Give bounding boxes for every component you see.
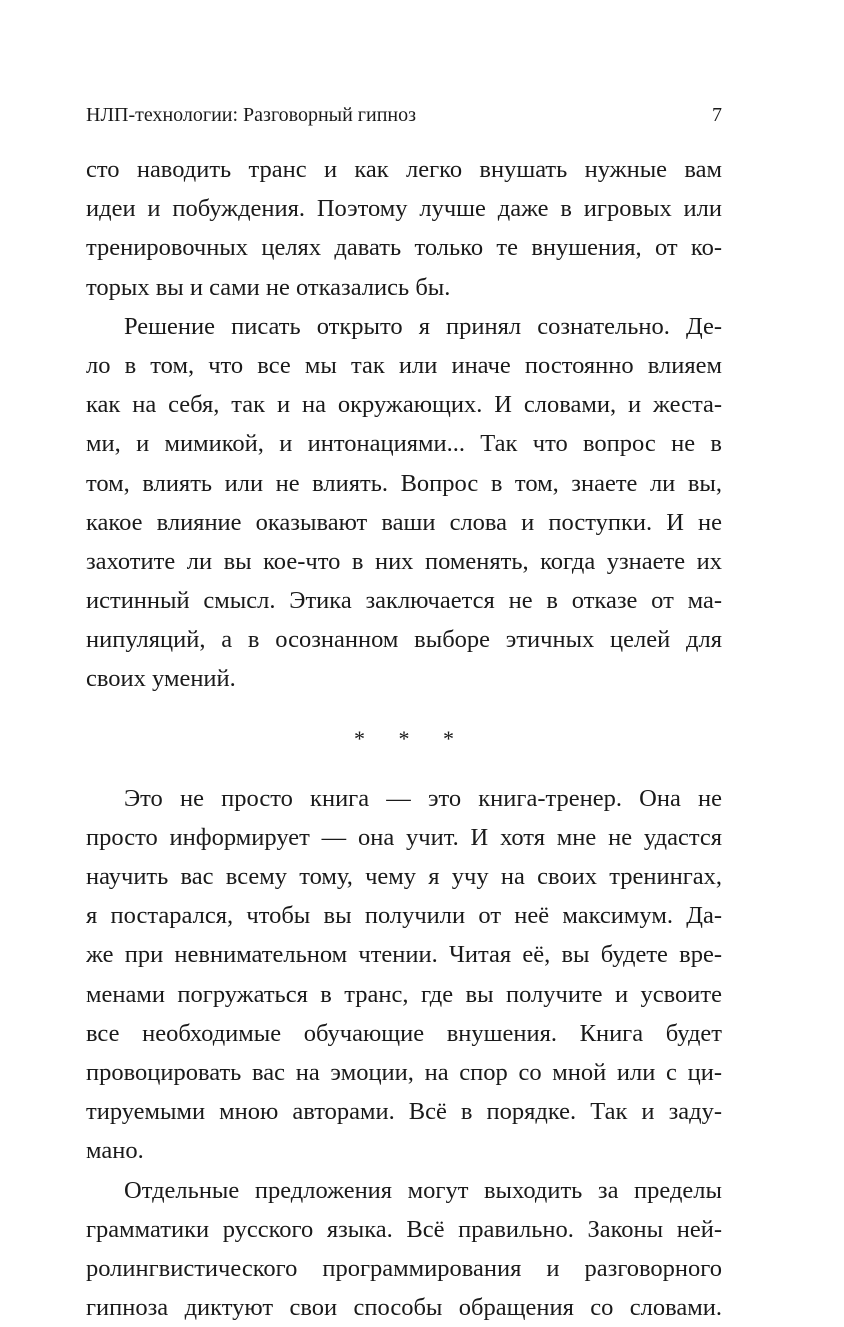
text-line: мано. xyxy=(86,1131,722,1170)
paragraph xyxy=(86,1171,722,1327)
text-line: идеи и побуждения. Поэтому лучше даже в игровых или xyxy=(86,189,722,228)
running-header xyxy=(86,100,722,130)
text-line: как на себя, так и на окружающих. И словами, и жеста- xyxy=(86,385,722,424)
text-line: нипуляций, а в осознанном выборе этичных целей для xyxy=(86,620,722,659)
text-line: я постарался, чтобы вы получили от неё максимум. Да- xyxy=(86,896,722,935)
text-line: грамматики русского языка. Всё правильно. Законы ней- xyxy=(86,1210,722,1249)
text-line: тренировочных целях давать только те внушения, от ко- xyxy=(86,228,722,267)
text-line: Это не просто книга — это книга-тренер. Она не xyxy=(86,779,722,818)
running-header-title: НЛП-технологии: Разговорный гипноз xyxy=(86,100,416,130)
text-line: тируемыми мною авторами. Всё в порядке. Так и заду- xyxy=(86,1092,722,1131)
page-number: 7 xyxy=(712,100,722,130)
text-line: просто информирует — она учит. И хотя мне не удастся xyxy=(86,818,722,857)
text-line: своих умений. xyxy=(86,659,722,698)
text-line: менами погружаться в транс, где вы получите и усвоите xyxy=(86,975,722,1014)
paragraph xyxy=(86,150,722,307)
text-line: провоцировать вас на эмоции, на спор со мной или с ци- xyxy=(86,1053,722,1092)
text-line: торых вы и сами не отказались бы. xyxy=(86,268,722,307)
text-line: какое влияние оказывают ваши слова и поступки. И не xyxy=(86,503,722,542)
text-line: истинный смысл. Этика заключается не в отказе от ма- xyxy=(86,581,722,620)
text-line: сто наводить транс и как легко внушать нужные вам xyxy=(86,150,722,189)
text-line: том, влиять или не влиять. Вопрос в том, знаете ли вы, xyxy=(86,464,722,503)
text-line: научить вас всему тому, чему я учу на своих тренингах, xyxy=(86,857,722,896)
text-line: Решение писать открыто я принял сознательно. Де- xyxy=(86,307,722,346)
text-line: захотите ли вы кое-что в них поменять, когда узнаете их xyxy=(86,542,722,581)
text-line: ло в том, что все мы так или иначе постоянно влияем xyxy=(86,346,722,385)
section-separator: * * * xyxy=(86,699,722,779)
body-text xyxy=(86,150,722,1327)
text-line: гипноза диктуют свои способы обращения со словами. xyxy=(86,1288,722,1327)
text-line: же при невнимательном чтении. Читая её, вы будете вре- xyxy=(86,935,722,974)
paragraph xyxy=(86,779,722,1171)
text-line: все необходимые обучающие внушения. Книга будет xyxy=(86,1014,722,1053)
text-line: Отдельные предложения могут выходить за пределы xyxy=(86,1171,722,1210)
text-line: ролингвистического программирования и разговорного xyxy=(86,1249,722,1288)
text-line: ми, и мимикой, и интонациями... Так что вопрос не в xyxy=(86,424,722,463)
paragraph xyxy=(86,307,722,699)
